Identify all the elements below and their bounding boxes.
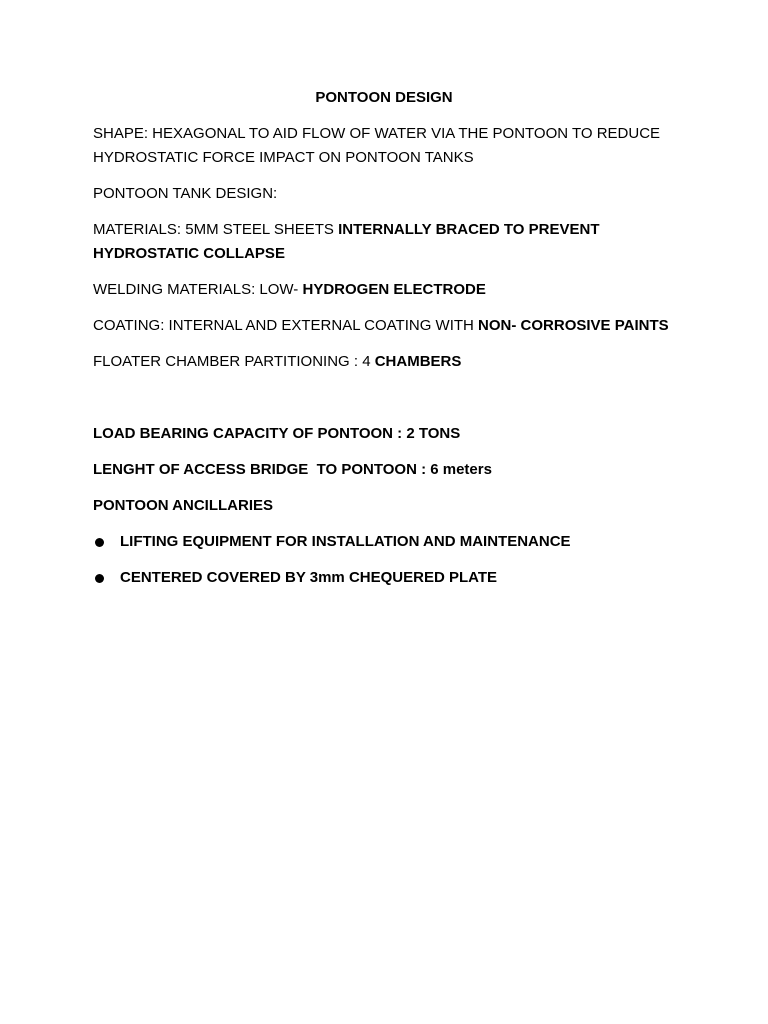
partitioning-bold: CHAMBERS (374, 353, 462, 370)
shape-line-1: SHAPE: HEXAGONAL TO AID FLOW OF WATER VIA THE PONTOON TO REDUCE (93, 125, 661, 142)
materials-bold-2: HYDROSTATIC COLLAPSE (93, 245, 285, 262)
shape-line-2: HYDROSTATIC FORCE IMPACT ON PONTOON TANKS (93, 149, 474, 166)
access-bridge-line: LENGHT OF ACCESS BRIDGE TO PONTOON : 6 meters (93, 461, 492, 478)
load-bearing-line: LOAD BEARING CAPACITY OF PONTOON : 2 TONS (93, 425, 461, 442)
coating-bold: NON- CORROSIVE PAINTS (478, 317, 669, 334)
coating-prefix: COATING: INTERNAL AND EXTERNAL COATING WITH (93, 317, 479, 334)
tank-design-heading: PONTOON TANK DESIGN: (93, 185, 278, 202)
coating-line (93, 314, 693, 338)
document-title: PONTOON DESIGN (315, 89, 453, 106)
bullet-icon (95, 574, 104, 583)
welding-line (93, 278, 693, 302)
bullet-icon (95, 538, 104, 547)
partitioning-prefix: FLOATER CHAMBER PARTITIONING : 4 (93, 353, 375, 370)
materials-line-1 (93, 218, 693, 242)
ancillary-item: LIFTING EQUIPMENT FOR INSTALLATION AND MAINTENANCE (120, 533, 571, 550)
partitioning-line (93, 350, 693, 374)
welding-bold: HYDROGEN ELECTRODE (302, 281, 486, 298)
ancillary-item: CENTERED COVERED BY 3mm CHEQUERED PLATE (120, 569, 498, 586)
ancillaries-heading: PONTOON ANCILLARIES (93, 497, 274, 514)
materials-bold-1: INTERNALLY BRACED TO PREVENT (338, 221, 600, 238)
welding-prefix: WELDING MATERIALS: LOW- (93, 281, 303, 298)
materials-prefix: MATERIALS: 5MM STEEL SHEETS (93, 221, 339, 238)
